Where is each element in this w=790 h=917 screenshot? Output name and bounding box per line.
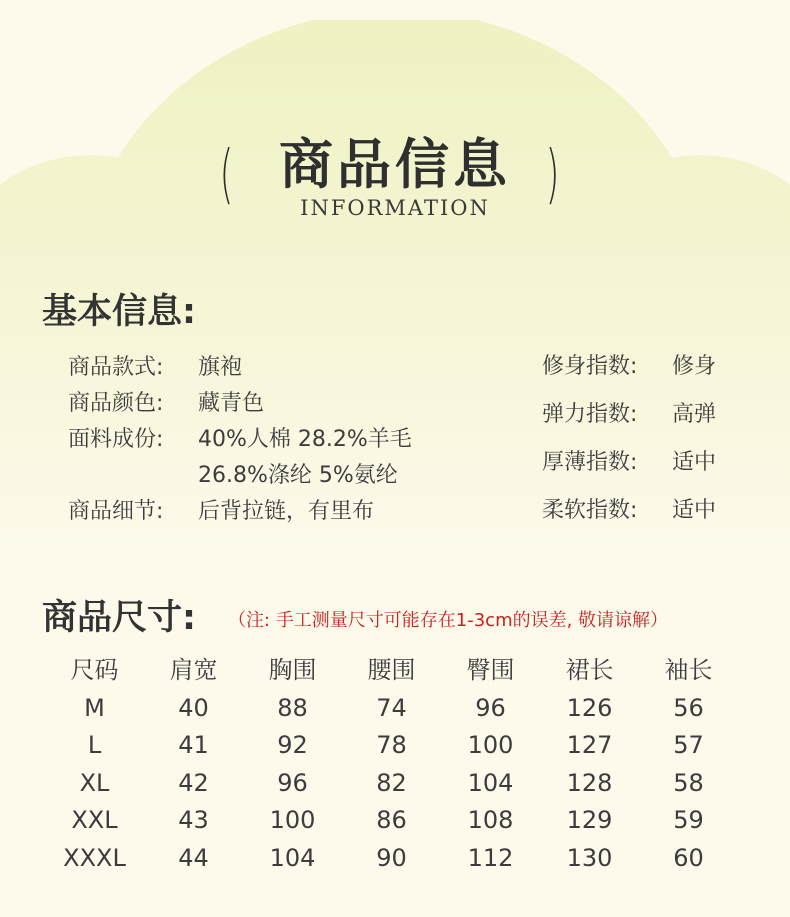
info-value: 适中	[672, 450, 717, 475]
column-header: 腰围	[367, 656, 416, 684]
info-key: 面料成份:	[68, 427, 164, 452]
right-parenthesis: )	[545, 138, 560, 212]
table-cell: 108	[467, 806, 514, 834]
table-cell: XL	[79, 768, 110, 797]
table-cell: 100	[467, 731, 514, 759]
column-header: 尺码	[70, 656, 119, 684]
table-row	[45, 802, 738, 840]
table-cell: 42	[178, 768, 209, 797]
info-row-detail	[68, 494, 412, 530]
info-value: 26.8%涤纶 5%氨纶	[198, 463, 398, 488]
info-row-color	[68, 386, 412, 422]
table-cell: XXXL	[63, 843, 126, 872]
table-cell: 58	[673, 768, 704, 797]
table-cell: 96	[277, 768, 308, 797]
table-cell: 127	[566, 731, 613, 759]
table-cell: L	[87, 731, 102, 759]
column-header: 裙长	[565, 656, 614, 684]
table-cell: 44	[178, 843, 209, 872]
table-cell: 56	[673, 693, 704, 722]
info-value: 藏青色	[198, 391, 265, 416]
info-key: 厚薄指数:	[542, 450, 638, 475]
left-parenthesis: (	[219, 138, 234, 212]
basic-info-heading: 基本信息:	[42, 292, 196, 332]
info-value: 修身	[672, 354, 717, 379]
table-cell: 100	[269, 806, 316, 834]
table-cell: 90	[376, 843, 407, 872]
info-key: 弹力指数:	[542, 402, 638, 427]
info-key: 商品细节:	[68, 499, 164, 524]
table-cell: XXL	[71, 806, 118, 834]
table-row	[45, 727, 738, 765]
info-row-elastic	[542, 395, 716, 443]
table-cell: 82	[376, 768, 407, 797]
table-cell: 96	[475, 693, 506, 722]
column-header: 肩宽	[169, 656, 218, 684]
table-cell: 41	[178, 731, 209, 759]
table-cell: 92	[277, 731, 308, 759]
info-key: 柔软指数:	[542, 498, 638, 523]
table-cell: 88	[277, 693, 308, 722]
info-row-fit	[542, 347, 716, 395]
column-header: 袖长	[664, 656, 713, 684]
info-row-style	[68, 350, 412, 386]
table-cell: 128	[566, 768, 613, 797]
table-cell: 104	[269, 843, 316, 872]
table-cell: 40	[178, 693, 209, 722]
table-cell: 43	[178, 806, 209, 834]
basic-info-right	[542, 347, 716, 539]
header	[0, 0, 790, 260]
table-cell: 104	[467, 768, 514, 797]
info-value: 后背拉链，有里布	[198, 499, 375, 524]
info-row-fabric-cont	[68, 458, 412, 494]
info-value: 旗袍	[198, 355, 243, 380]
info-key	[68, 458, 198, 494]
table-cell: M	[84, 693, 105, 722]
info-value: 40%人棉 28.2%羊毛	[198, 427, 412, 452]
info-row-fabric	[68, 422, 412, 458]
column-header: 胸围	[268, 656, 317, 684]
table-cell: 59	[673, 806, 704, 834]
table-row	[45, 690, 738, 728]
table-row	[45, 765, 738, 803]
info-value: 适中	[672, 498, 717, 523]
info-row-thickness	[542, 443, 716, 491]
column-header: 臀围	[466, 656, 515, 684]
info-key: 商品颜色:	[68, 391, 164, 416]
table-cell: 126	[566, 693, 613, 722]
table-cell: 86	[376, 806, 407, 834]
table-row	[45, 840, 738, 878]
table-cell: 130	[566, 843, 613, 872]
table-cell: 60	[673, 843, 704, 872]
table-cell: 78	[376, 731, 407, 759]
table-cell: 129	[566, 806, 613, 834]
size-table	[45, 652, 738, 877]
info-value: 高弹	[672, 402, 717, 427]
table-cell: 74	[376, 693, 407, 722]
table-cell: 112	[467, 843, 514, 872]
info-key: 商品款式:	[68, 355, 164, 380]
size-heading: 商品尺寸:	[42, 598, 196, 638]
page-title: 商品信息	[279, 133, 511, 196]
page-subtitle: INFORMATION	[300, 196, 490, 220]
basic-info-left	[68, 350, 412, 530]
size-table-header	[45, 652, 738, 690]
info-row-softness	[542, 491, 716, 539]
table-cell: 57	[673, 731, 704, 759]
info-key: 修身指数:	[542, 354, 638, 379]
size-note: （注: 手工测量尺寸可能存在1-3cm的误差, 敬请谅解）	[228, 610, 669, 631]
